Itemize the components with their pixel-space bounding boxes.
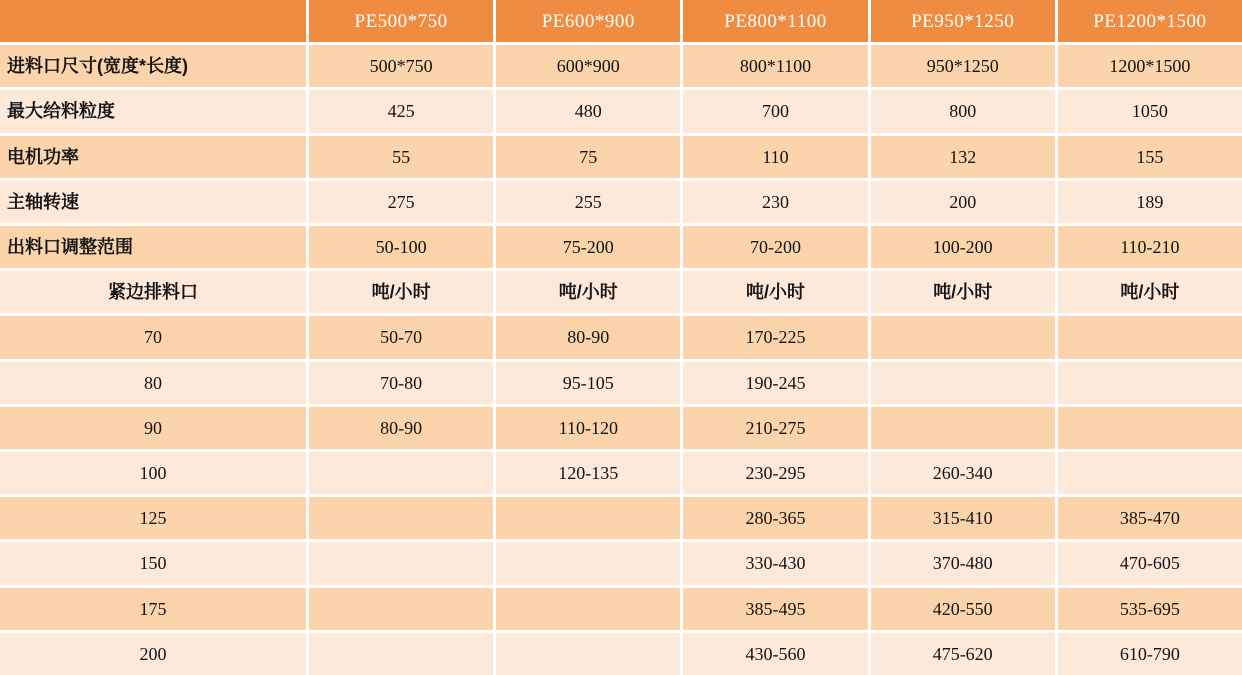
capacity-label-cell: 100 bbox=[0, 452, 306, 494]
capacity-value-cell: 370-480 bbox=[871, 542, 1055, 584]
capacity-value-cell: 190-245 bbox=[683, 362, 867, 404]
value-cell: 155 bbox=[1058, 136, 1242, 178]
capacity-value-cell: 535-695 bbox=[1058, 588, 1242, 630]
capacity-value-cell bbox=[871, 407, 1055, 449]
value-cell: 75-200 bbox=[496, 226, 680, 268]
capacity-value-cell: 610-790 bbox=[1058, 633, 1242, 675]
capacity-value-cell bbox=[871, 362, 1055, 404]
capacity-value-cell bbox=[1058, 316, 1242, 358]
row-label-cell: 进料口尺寸(宽度*长度) bbox=[0, 45, 306, 87]
capacity-label-cell: 125 bbox=[0, 497, 306, 539]
capacity-value-cell bbox=[871, 316, 1055, 358]
capacity-value-cell bbox=[309, 452, 493, 494]
row-label-cell: 最大给料粒度 bbox=[0, 90, 306, 132]
capacity-value-cell bbox=[496, 542, 680, 584]
capacity-value-cell bbox=[309, 588, 493, 630]
capacity-value-cell: 70-80 bbox=[309, 362, 493, 404]
capacity-value-cell bbox=[1058, 452, 1242, 494]
model-header-cell: PE1200*1500 bbox=[1058, 0, 1242, 42]
unit-cell: 吨/小时 bbox=[1058, 271, 1242, 313]
capacity-value-cell: 315-410 bbox=[871, 497, 1055, 539]
capacity-value-cell: 330-430 bbox=[683, 542, 867, 584]
capacity-label-cell: 175 bbox=[0, 588, 306, 630]
capacity-value-cell bbox=[496, 588, 680, 630]
capacity-value-cell bbox=[1058, 362, 1242, 404]
capacity-label-cell: 200 bbox=[0, 633, 306, 675]
capacity-value-cell: 230-295 bbox=[683, 452, 867, 494]
capacity-value-cell: 50-70 bbox=[309, 316, 493, 358]
capacity-value-cell: 280-365 bbox=[683, 497, 867, 539]
unit-cell: 吨/小时 bbox=[309, 271, 493, 313]
capacity-label-cell: 90 bbox=[0, 407, 306, 449]
value-cell: 230 bbox=[683, 181, 867, 223]
capacity-value-cell: 420-550 bbox=[871, 588, 1055, 630]
model-header-cell: PE600*900 bbox=[496, 0, 680, 42]
capacity-value-cell: 120-135 bbox=[496, 452, 680, 494]
value-cell: 425 bbox=[309, 90, 493, 132]
capacity-label-cell: 70 bbox=[0, 316, 306, 358]
capacity-value-cell bbox=[309, 542, 493, 584]
value-cell: 110 bbox=[683, 136, 867, 178]
value-cell: 55 bbox=[309, 136, 493, 178]
value-cell: 132 bbox=[871, 136, 1055, 178]
row-label-cell: 电机功率 bbox=[0, 136, 306, 178]
unit-cell: 吨/小时 bbox=[496, 271, 680, 313]
value-cell: 200 bbox=[871, 181, 1055, 223]
capacity-value-cell bbox=[496, 497, 680, 539]
capacity-value-cell: 110-120 bbox=[496, 407, 680, 449]
value-cell: 50-100 bbox=[309, 226, 493, 268]
value-cell: 1200*1500 bbox=[1058, 45, 1242, 87]
capacity-value-cell: 170-225 bbox=[683, 316, 867, 358]
value-cell: 189 bbox=[1058, 181, 1242, 223]
value-cell: 75 bbox=[496, 136, 680, 178]
value-cell: 255 bbox=[496, 181, 680, 223]
capacity-value-cell: 80-90 bbox=[496, 316, 680, 358]
value-cell: 950*1250 bbox=[871, 45, 1055, 87]
value-cell: 70-200 bbox=[683, 226, 867, 268]
unit-cell: 吨/小时 bbox=[871, 271, 1055, 313]
capacity-value-cell bbox=[309, 633, 493, 675]
capacity-value-cell: 475-620 bbox=[871, 633, 1055, 675]
capacity-value-cell: 210-275 bbox=[683, 407, 867, 449]
value-cell: 800 bbox=[871, 90, 1055, 132]
value-cell: 110-210 bbox=[1058, 226, 1242, 268]
capacity-value-cell bbox=[1058, 407, 1242, 449]
capacity-label-cell: 150 bbox=[0, 542, 306, 584]
value-cell: 600*900 bbox=[496, 45, 680, 87]
value-cell: 500*750 bbox=[309, 45, 493, 87]
model-header-cell: PE950*1250 bbox=[871, 0, 1055, 42]
capacity-value-cell: 80-90 bbox=[309, 407, 493, 449]
capacity-value-cell bbox=[309, 497, 493, 539]
capacity-value-cell: 470-605 bbox=[1058, 542, 1242, 584]
capacity-value-cell: 385-470 bbox=[1058, 497, 1242, 539]
value-cell: 800*1100 bbox=[683, 45, 867, 87]
corner-cell bbox=[0, 0, 306, 42]
row-label-cell: 主轴转速 bbox=[0, 181, 306, 223]
capacity-label-cell: 80 bbox=[0, 362, 306, 404]
unit-row-label-cell: 紧边排料口 bbox=[0, 271, 306, 313]
capacity-value-cell: 430-560 bbox=[683, 633, 867, 675]
value-cell: 480 bbox=[496, 90, 680, 132]
unit-cell: 吨/小时 bbox=[683, 271, 867, 313]
capacity-value-cell bbox=[496, 633, 680, 675]
model-header-cell: PE800*1100 bbox=[683, 0, 867, 42]
value-cell: 275 bbox=[309, 181, 493, 223]
value-cell: 1050 bbox=[1058, 90, 1242, 132]
capacity-value-cell: 385-495 bbox=[683, 588, 867, 630]
value-cell: 100-200 bbox=[871, 226, 1055, 268]
row-label-cell: 出料口调整范围 bbox=[0, 226, 306, 268]
capacity-value-cell: 95-105 bbox=[496, 362, 680, 404]
capacity-value-cell: 260-340 bbox=[871, 452, 1055, 494]
value-cell: 700 bbox=[683, 90, 867, 132]
model-header-cell: PE500*750 bbox=[309, 0, 493, 42]
